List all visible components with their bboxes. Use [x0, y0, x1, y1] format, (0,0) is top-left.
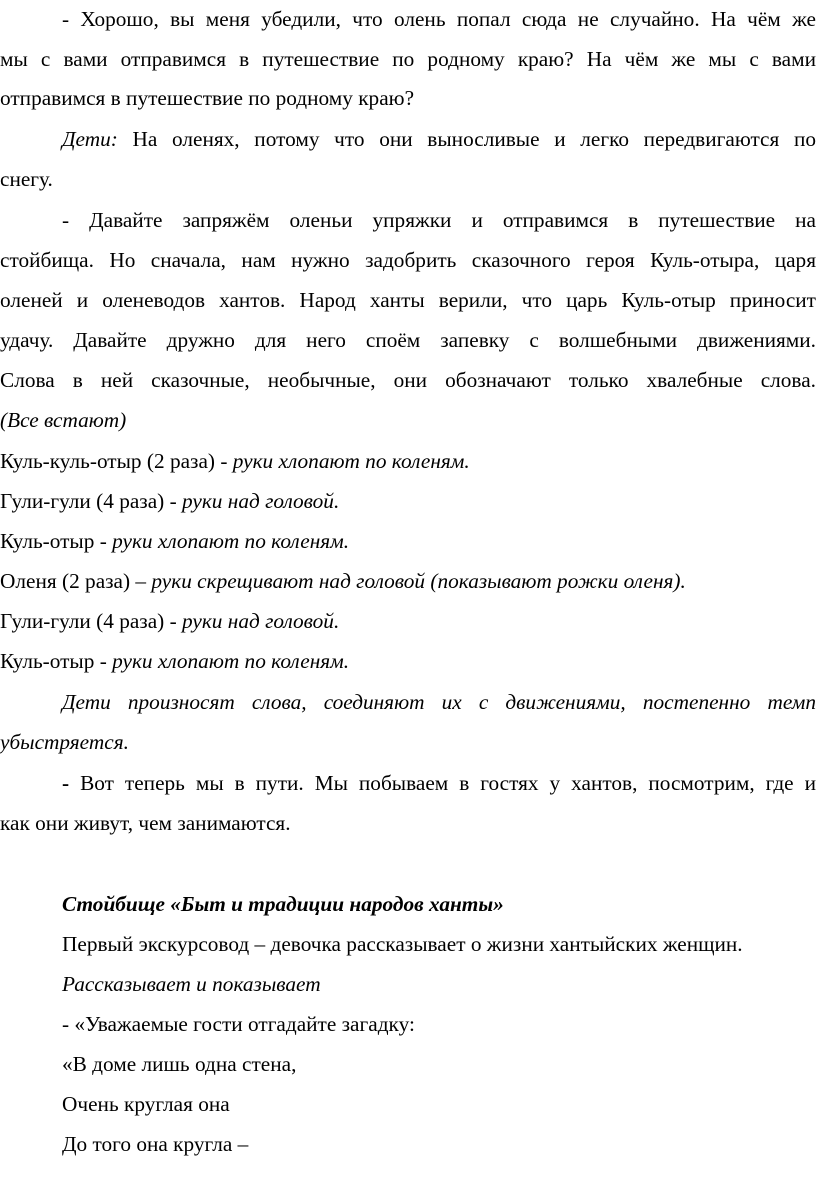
chant-action: руки над головой. [182, 609, 340, 633]
chant-line [0, 448, 816, 474]
chant-action: руки хлопают по коленям. [112, 529, 350, 553]
speaker-text: На оленях, потому что они выносливые и легко передвигаются по [117, 127, 816, 151]
chant-words: Куль-отыр - [0, 529, 113, 553]
paragraph-text: Вот теперь мы в пути. Мы побываем в гостях у хантов, посмотрим, где и [69, 771, 816, 795]
chant-line [0, 528, 816, 554]
paragraph-line [62, 126, 816, 152]
chant-words: Оленя (2 раза) – [0, 569, 152, 593]
paragraph-line: Рассказывает и показывает [62, 972, 321, 996]
paragraph-line: - Давайте запряжём оленьи упряжки и отправимся в путешествие на [62, 208, 816, 232]
riddle-line: Очень круглая она [62, 1092, 230, 1116]
paragraph-line: отправимся в путешествие по родному краю? [0, 86, 415, 110]
chant-action: руки над головой. [182, 489, 340, 513]
paragraph-line [62, 770, 816, 796]
dash-mark: - [62, 771, 70, 795]
paragraph-line: оленей и оленеводов хантов. Народ ханты верили, что царь Куль-отыр приносит [0, 288, 816, 312]
paragraph-line: Дети произносят слова, соединяют их с движениями, постепенно темп [62, 690, 816, 714]
paragraph-line: мы с вами отправимся в путешествие по родному краю? На чём же мы с вами [0, 47, 816, 71]
paragraph-line: Первый экскурсовод – девочка рассказывает о жизни хантыйских женщин. [62, 932, 743, 956]
paragraph-line: - «Уважаемые гости отгадайте загадку: [62, 1012, 415, 1036]
riddle-line: «В доме лишь одна стена, [62, 1052, 297, 1076]
paragraph-line: убыстряется. [0, 730, 129, 754]
stage-direction: (Все встают) [0, 408, 127, 432]
paragraph-line: снегу. [0, 167, 53, 191]
chant-words: Куль-отыр - [0, 649, 113, 673]
paragraph-line: - Хорошо, вы меня убедили, что олень попал сюда не случайно. На чём же [62, 7, 816, 31]
chant-action: руки хлопают по коленям. [112, 649, 350, 673]
paragraph-line: как они живут, чем занимаются. [0, 811, 291, 835]
chant-words: Гули-гули (4 раза) - [0, 609, 182, 633]
chant-action: руки хлопают по коленям. [232, 449, 470, 473]
chant-words: Гули-гули (4 раза) - [0, 489, 182, 513]
chant-line [0, 648, 816, 674]
chant-line [0, 608, 816, 634]
speaker-label: Дети: [62, 127, 118, 151]
riddle-line: До того она кругла – [62, 1132, 249, 1156]
chant-line [0, 488, 816, 514]
paragraph-line: удачу. Давайте дружно для него споём запевку с волшебными движениями. [0, 328, 816, 352]
chant-line [0, 568, 816, 594]
chant-words: Куль-куль-отыр (2 раза) - [0, 449, 233, 473]
section-title: Стойбище «Быт и традиции народов ханты» [62, 892, 504, 916]
chant-action: руки скрещивают над головой (показывают рожки оленя). [151, 569, 686, 593]
paragraph-line: Слова в ней сказочные, необычные, они обозначают только хвалебные слова. [0, 368, 816, 392]
paragraph-line: стойбища. Но сначала, нам нужно задобрить сказочного героя Куль-отыра, царя [0, 248, 816, 272]
